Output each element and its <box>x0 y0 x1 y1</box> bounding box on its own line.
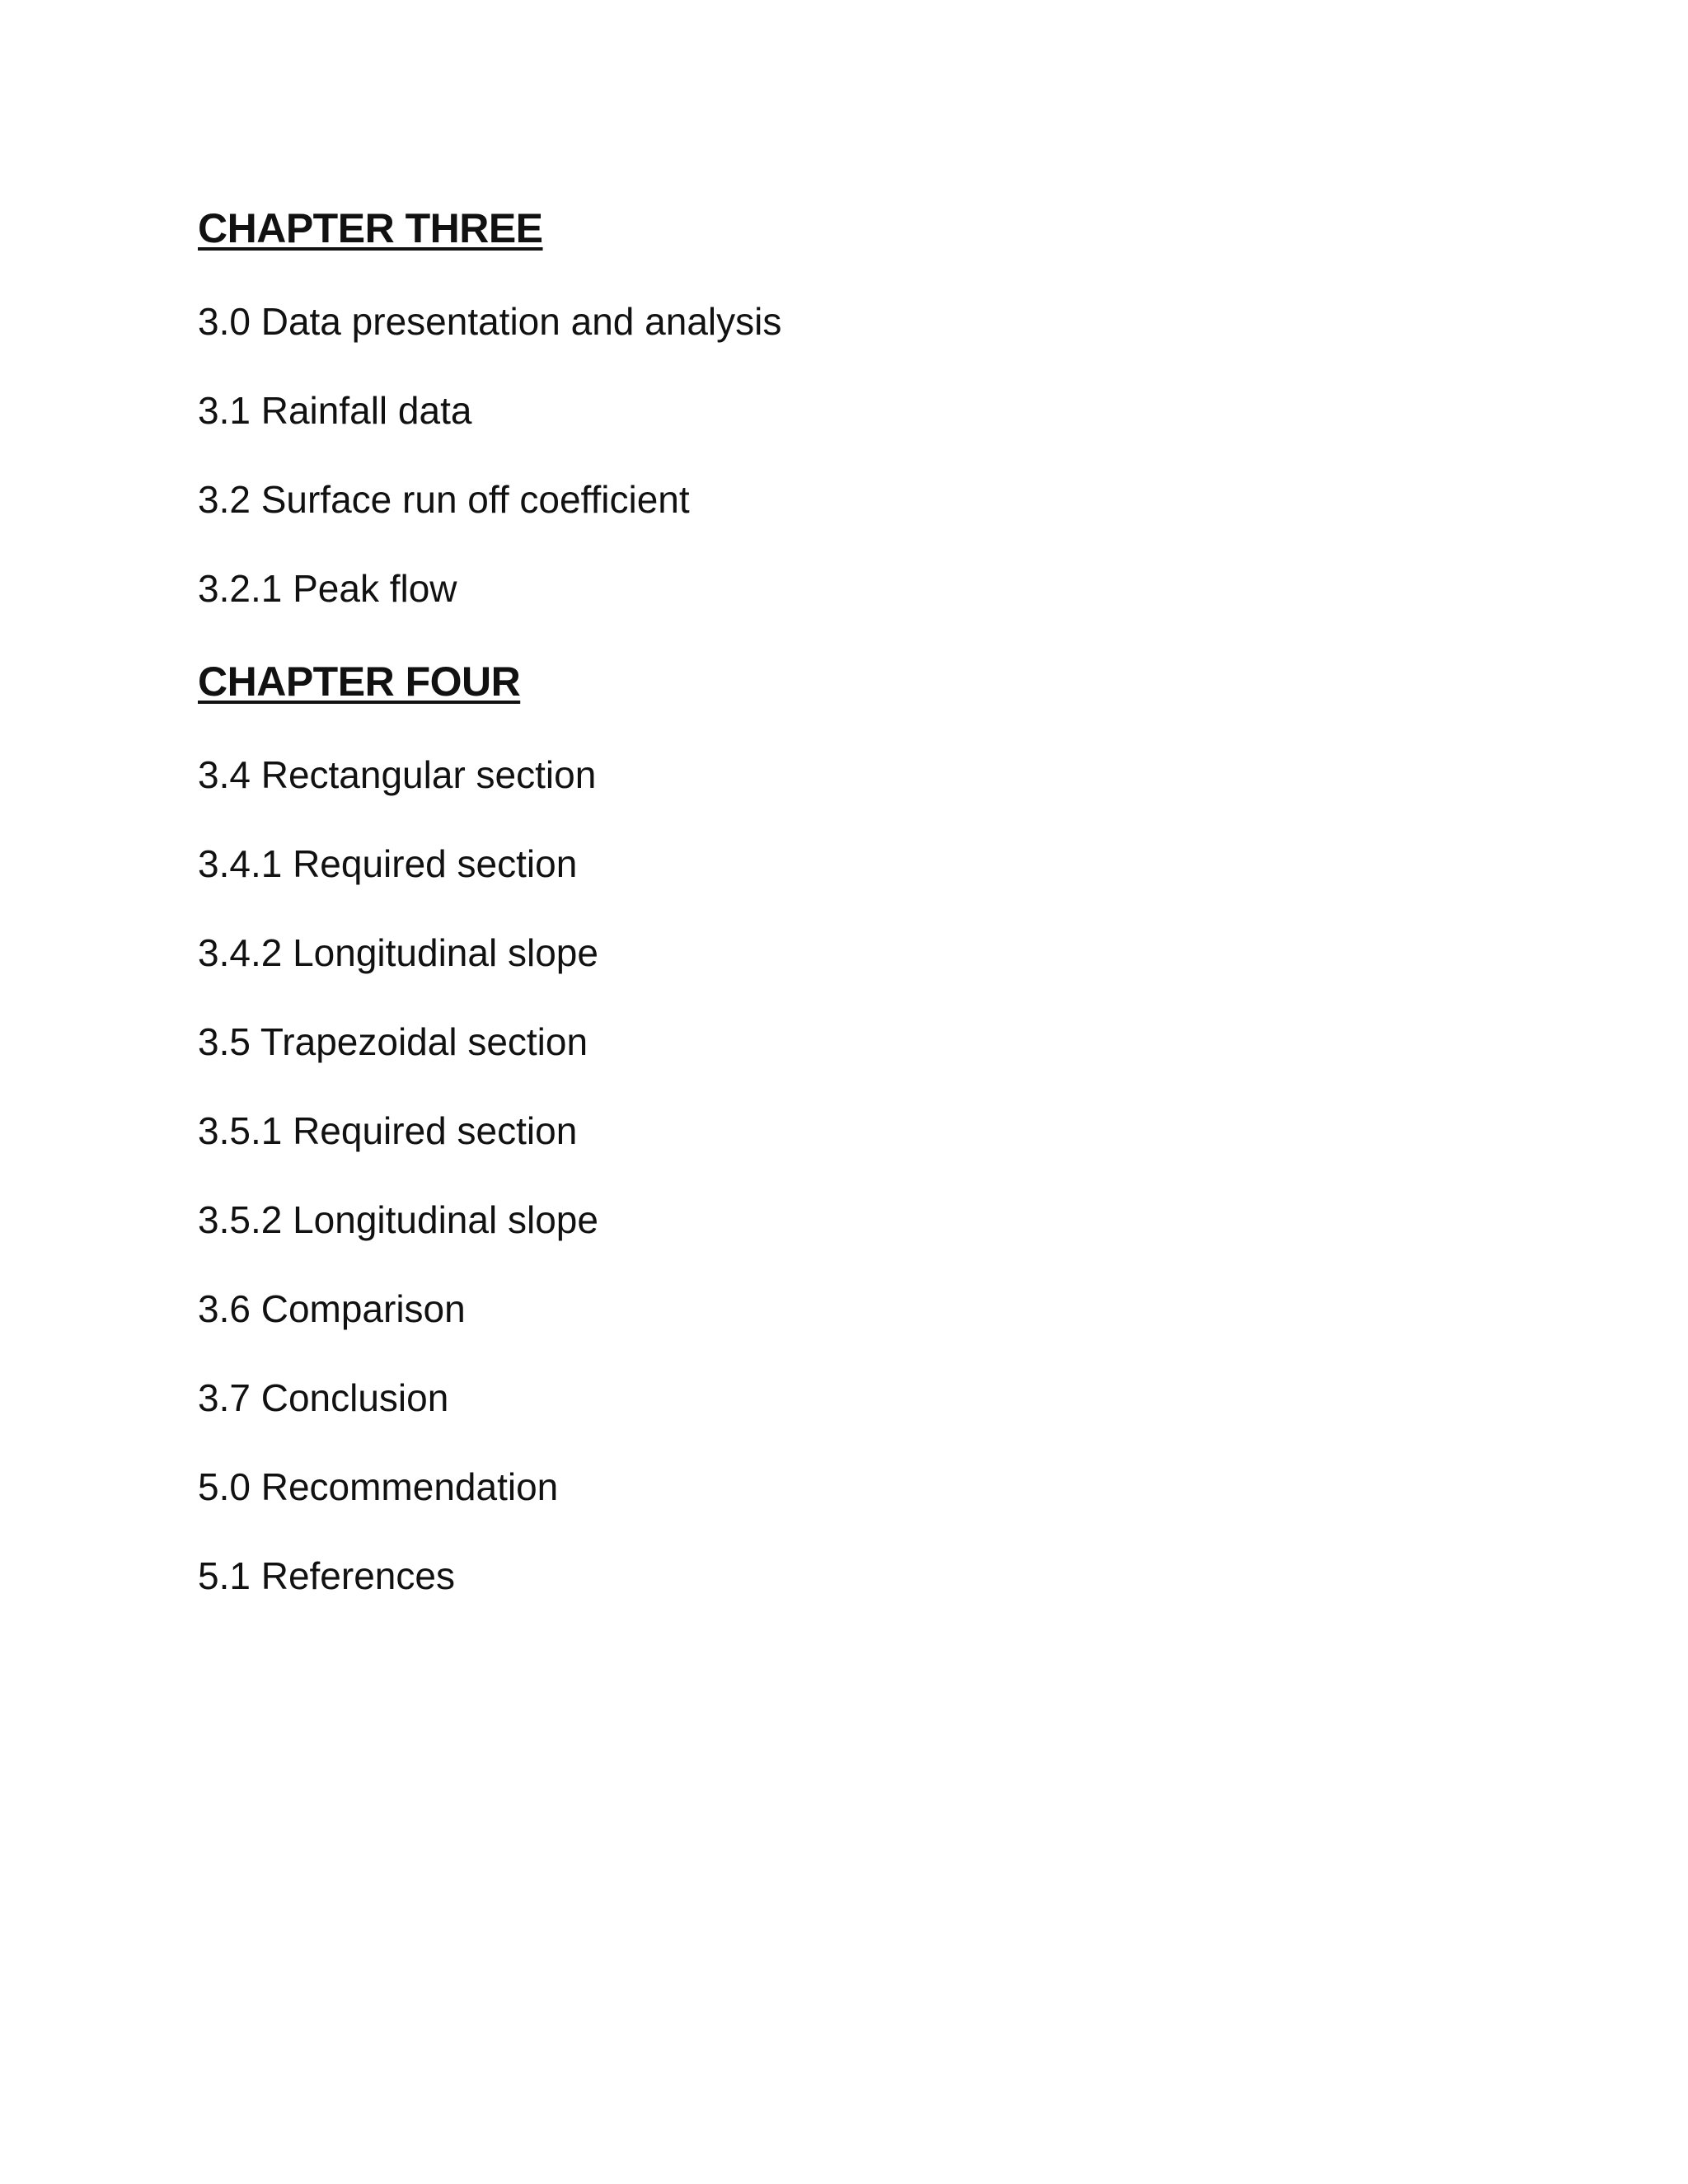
toc-item-3-4-2: 3.4.2 Longitudinal slope <box>198 931 598 974</box>
toc-item-3-4: 3.4 Rectangular section <box>198 753 597 796</box>
chapter-four-heading: CHAPTER FOUR <box>198 658 521 705</box>
toc-item-3-0: 3.0 Data presentation and analysis <box>198 300 782 343</box>
toc-item-5-0: 5.0 Recommendation <box>198 1465 559 1508</box>
toc-item-3-2: 3.2 Surface run off coefficient <box>198 478 690 521</box>
toc-item-3-6: 3.6 Comparison <box>198 1287 466 1330</box>
toc-item-3-5: 3.5 Trapezoidal section <box>198 1020 588 1063</box>
toc-item-5-1: 5.1 References <box>198 1554 455 1597</box>
toc-item-3-4-1: 3.4.1 Required section <box>198 842 578 885</box>
toc-item-3-2-1: 3.2.1 Peak flow <box>198 567 457 610</box>
chapter-three-heading: CHAPTER THREE <box>198 205 543 251</box>
toc-item-3-5-1: 3.5.1 Required section <box>198 1109 578 1152</box>
toc-item-3-7: 3.7 Conclusion <box>198 1376 449 1419</box>
toc-item-3-1: 3.1 Rainfall data <box>198 389 472 432</box>
toc-item-3-5-2: 3.5.2 Longitudinal slope <box>198 1198 598 1241</box>
